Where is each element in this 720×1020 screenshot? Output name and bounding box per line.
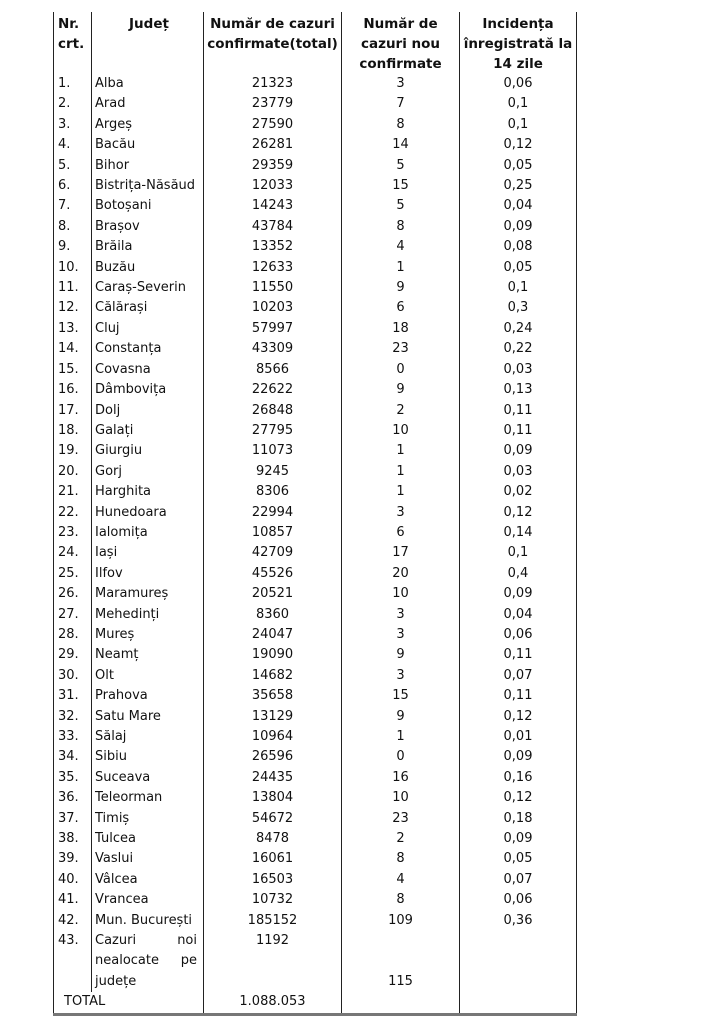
cell-incidence: 0,3 xyxy=(460,298,577,318)
cell-new: 9 xyxy=(342,278,460,298)
cell-nr: 28. xyxy=(54,625,92,645)
cell-judet: Gorj xyxy=(92,462,204,482)
cell-nr: 25. xyxy=(54,564,92,584)
cell-judet: Suceava xyxy=(92,768,204,788)
table-row xyxy=(54,584,577,604)
cell-new: 109 xyxy=(342,911,460,931)
header-new-cases: Număr de cazuri nou confirmate xyxy=(342,12,460,74)
cell-incidence: 0,09 xyxy=(460,747,577,767)
cell-incidence: 0,22 xyxy=(460,339,577,359)
cell-judet: Timiș xyxy=(92,809,204,829)
total-cases: 1.088.053 xyxy=(204,992,342,1014)
cell-total: 23779 xyxy=(204,94,342,114)
table-row xyxy=(54,258,577,278)
cell-nr: 43. xyxy=(54,931,92,992)
cell-new: 9 xyxy=(342,380,460,400)
cell-new: 1 xyxy=(342,482,460,502)
cell-new: 8 xyxy=(342,115,460,135)
cell-new: 10 xyxy=(342,788,460,808)
cell-judet: Prahova xyxy=(92,686,204,706)
table-row xyxy=(54,176,577,196)
cell-new: 3 xyxy=(342,625,460,645)
cell-total: 12033 xyxy=(204,176,342,196)
cell-nr: 6. xyxy=(54,176,92,196)
table-row xyxy=(54,74,577,94)
cell-judet: Neamț xyxy=(92,645,204,665)
cell-new: 16 xyxy=(342,768,460,788)
cell-nr: 15. xyxy=(54,360,92,380)
cell-incidence: 0,11 xyxy=(460,421,577,441)
cell-nr: 39. xyxy=(54,849,92,869)
cell-judet: Dolj xyxy=(92,401,204,421)
cell-incidence: 0,11 xyxy=(460,686,577,706)
cell-nr: 42. xyxy=(54,911,92,931)
cell-judet: Giurgiu xyxy=(92,441,204,461)
cell-nr: 38. xyxy=(54,829,92,849)
cell-nr: 21. xyxy=(54,482,92,502)
cell-new: 1 xyxy=(342,462,460,482)
cell-judet: Bacău xyxy=(92,135,204,155)
cell-incidence: 0,1 xyxy=(460,278,577,298)
cell-judet: Olt xyxy=(92,666,204,686)
cell-total: 8360 xyxy=(204,605,342,625)
cell-incidence: 0,09 xyxy=(460,217,577,237)
cell-total: 8306 xyxy=(204,482,342,502)
cell-total: 13352 xyxy=(204,237,342,257)
table-row xyxy=(54,645,577,665)
cell-nr: 24. xyxy=(54,543,92,563)
total-incidence xyxy=(460,992,577,1014)
table-row xyxy=(54,115,577,135)
cell-total: 11073 xyxy=(204,441,342,461)
cell-judet: Mureș xyxy=(92,625,204,645)
table-row xyxy=(54,543,577,563)
cell-total: 13804 xyxy=(204,788,342,808)
cell-nr: 30. xyxy=(54,666,92,686)
cell-nr: 37. xyxy=(54,809,92,829)
table-row xyxy=(54,849,577,869)
total-row xyxy=(54,992,577,1014)
cell-total: 57997 xyxy=(204,319,342,339)
cell-nr: 16. xyxy=(54,380,92,400)
cell-incidence: 0,01 xyxy=(460,727,577,747)
cell-total: 14243 xyxy=(204,196,342,216)
cell-new: 1 xyxy=(342,258,460,278)
cell-judet: Vrancea xyxy=(92,890,204,910)
cell-judet: Tulcea xyxy=(92,829,204,849)
cell-incidence: 0,1 xyxy=(460,94,577,114)
cell-judet: Satu Mare xyxy=(92,707,204,727)
cell-new: 14 xyxy=(342,135,460,155)
table-row xyxy=(54,156,577,176)
cell-total: 21323 xyxy=(204,74,342,94)
cell-nr: 35. xyxy=(54,768,92,788)
cell-total: 8478 xyxy=(204,829,342,849)
cell-judet: Mun. București xyxy=(92,911,204,931)
cell-nr: 33. xyxy=(54,727,92,747)
cell-judet: Dâmbovița xyxy=(92,380,204,400)
table-row xyxy=(54,503,577,523)
cell-total: 22622 xyxy=(204,380,342,400)
cell-total: 16503 xyxy=(204,870,342,890)
cell-incidence: 0,12 xyxy=(460,135,577,155)
cell-new: 2 xyxy=(342,401,460,421)
table-row xyxy=(54,196,577,216)
cell-total: 45526 xyxy=(204,564,342,584)
header-nr: Nr. crt. xyxy=(54,12,92,74)
cell-total: 12633 xyxy=(204,258,342,278)
cell-total: 22994 xyxy=(204,503,342,523)
table-row xyxy=(54,809,577,829)
cell-nr: 34. xyxy=(54,747,92,767)
cell-incidence: 0,04 xyxy=(460,605,577,625)
cell-new: 6 xyxy=(342,298,460,318)
table-row xyxy=(54,666,577,686)
cell-nr: 29. xyxy=(54,645,92,665)
table-row xyxy=(54,911,577,931)
table-row xyxy=(54,237,577,257)
cell-incidence: 0,13 xyxy=(460,380,577,400)
cell-judet: Sălaj xyxy=(92,727,204,747)
cell-new: 0 xyxy=(342,747,460,767)
cell-judet: Vâlcea xyxy=(92,870,204,890)
cell-nr: 20. xyxy=(54,462,92,482)
cell-judet: Botoșani xyxy=(92,196,204,216)
cell-incidence xyxy=(460,931,577,992)
cell-total: 26281 xyxy=(204,135,342,155)
cell-judet: Vaslui xyxy=(92,849,204,869)
cell-judet: Brăila xyxy=(92,237,204,257)
table-row xyxy=(54,401,577,421)
cell-incidence: 0,08 xyxy=(460,237,577,257)
table-row xyxy=(54,278,577,298)
cell-nr: 31. xyxy=(54,686,92,706)
cell-nr: 23. xyxy=(54,523,92,543)
cell-incidence: 0,24 xyxy=(460,319,577,339)
cell-judet: Iași xyxy=(92,543,204,563)
cell-judet: Covasna xyxy=(92,360,204,380)
cell-total: 29359 xyxy=(204,156,342,176)
table-row xyxy=(54,380,577,400)
cell-nr: 32. xyxy=(54,707,92,727)
cell-judet: Alba xyxy=(92,74,204,94)
table-row xyxy=(54,523,577,543)
cell-nr: 12. xyxy=(54,298,92,318)
table-row xyxy=(54,788,577,808)
cell-judet: Brașov xyxy=(92,217,204,237)
cell-nr: 27. xyxy=(54,605,92,625)
cell-total: 26848 xyxy=(204,401,342,421)
covid-cases-table xyxy=(53,12,577,1016)
cell-incidence: 0,07 xyxy=(460,666,577,686)
cell-total: 24435 xyxy=(204,768,342,788)
table-row xyxy=(54,135,577,155)
cell-nr: 26. xyxy=(54,584,92,604)
cell-new: 8 xyxy=(342,849,460,869)
cell-nr: 14. xyxy=(54,339,92,359)
cell-judet: Mehedinți xyxy=(92,605,204,625)
cell-total: 185152 xyxy=(204,911,342,931)
cell-new: 3 xyxy=(342,503,460,523)
cell-judet: Călărași xyxy=(92,298,204,318)
table-row xyxy=(54,870,577,890)
cell-incidence: 0,07 xyxy=(460,870,577,890)
cell-judet: Maramureș xyxy=(92,584,204,604)
cell-total: 24047 xyxy=(204,625,342,645)
total-label: TOTAL xyxy=(54,992,204,1014)
cell-total: 1192 xyxy=(204,931,342,992)
cell-nr: 19. xyxy=(54,441,92,461)
table-row xyxy=(54,421,577,441)
cell-total: 43309 xyxy=(204,339,342,359)
header-incidence: Incidența înregistrată la 14 zile xyxy=(460,12,577,74)
cell-judet: Hunedoara xyxy=(92,503,204,523)
cell-new: 8 xyxy=(342,217,460,237)
table-row xyxy=(54,441,577,461)
unallocated-line-1: Cazuri noi xyxy=(95,933,197,949)
cell-nr: 9. xyxy=(54,237,92,257)
cell-new: 10 xyxy=(342,584,460,604)
cell-judet: Sibiu xyxy=(92,747,204,767)
cell-judet: Teleorman xyxy=(92,788,204,808)
cell-new: 4 xyxy=(342,870,460,890)
header-row xyxy=(54,12,577,74)
cell-incidence: 0,36 xyxy=(460,911,577,931)
total-new xyxy=(342,992,460,1014)
table-row xyxy=(54,625,577,645)
cell-nr: 7. xyxy=(54,196,92,216)
cell-new: 3 xyxy=(342,605,460,625)
cell-nr: 1. xyxy=(54,74,92,94)
cell-total: 8566 xyxy=(204,360,342,380)
cell-incidence: 0,09 xyxy=(460,829,577,849)
cell-incidence: 0,14 xyxy=(460,523,577,543)
cell-nr: 22. xyxy=(54,503,92,523)
cell-total: 26596 xyxy=(204,747,342,767)
cell-judet xyxy=(92,931,204,992)
table-row xyxy=(54,829,577,849)
table-row xyxy=(54,564,577,584)
cell-nr: 13. xyxy=(54,319,92,339)
cell-incidence: 0,25 xyxy=(460,176,577,196)
cell-incidence: 0,12 xyxy=(460,788,577,808)
cell-incidence: 0,1 xyxy=(460,543,577,563)
cell-judet: Argeș xyxy=(92,115,204,135)
unallocated-line-3: județe xyxy=(95,973,137,989)
cell-new: 15 xyxy=(342,686,460,706)
table-row xyxy=(54,747,577,767)
cell-total: 19090 xyxy=(204,645,342,665)
cell-new: 0 xyxy=(342,360,460,380)
cell-new: 115 xyxy=(342,931,460,992)
cell-nr: 18. xyxy=(54,421,92,441)
cell-incidence: 0,09 xyxy=(460,584,577,604)
cell-new: 3 xyxy=(342,74,460,94)
header-total-cases: Număr de cazuri confirmate(total) xyxy=(204,12,342,74)
cell-nr: 11. xyxy=(54,278,92,298)
cell-incidence: 0,04 xyxy=(460,196,577,216)
table-row xyxy=(54,319,577,339)
cell-total: 43784 xyxy=(204,217,342,237)
cell-new: 6 xyxy=(342,523,460,543)
unallocated-line-2: nealocate pe xyxy=(95,953,197,969)
cell-new: 3 xyxy=(342,666,460,686)
cell-incidence: 0,06 xyxy=(460,890,577,910)
cell-total: 11550 xyxy=(204,278,342,298)
cell-incidence: 0,16 xyxy=(460,768,577,788)
cell-nr: 3. xyxy=(54,115,92,135)
cell-total: 10857 xyxy=(204,523,342,543)
table-row xyxy=(54,707,577,727)
cell-total: 10203 xyxy=(204,298,342,318)
cell-new: 7 xyxy=(342,94,460,114)
cell-judet: Galați xyxy=(92,421,204,441)
cell-new: 2 xyxy=(342,829,460,849)
cell-total: 54672 xyxy=(204,809,342,829)
cell-judet: Ilfov xyxy=(92,564,204,584)
table-row xyxy=(54,890,577,910)
table-row xyxy=(54,482,577,502)
cell-total: 10732 xyxy=(204,890,342,910)
cell-incidence: 0,09 xyxy=(460,441,577,461)
table-row xyxy=(54,768,577,788)
cell-new: 1 xyxy=(342,727,460,747)
cell-judet: Ialomița xyxy=(92,523,204,543)
cell-incidence: 0,05 xyxy=(460,258,577,278)
cell-nr: 4. xyxy=(54,135,92,155)
table-row xyxy=(54,339,577,359)
cell-nr: 8. xyxy=(54,217,92,237)
cell-total: 13129 xyxy=(204,707,342,727)
cell-nr: 36. xyxy=(54,788,92,808)
cell-judet: Buzău xyxy=(92,258,204,278)
cell-incidence: 0,05 xyxy=(460,849,577,869)
cell-nr: 2. xyxy=(54,94,92,114)
cell-new: 15 xyxy=(342,176,460,196)
cell-nr: 5. xyxy=(54,156,92,176)
table-row xyxy=(54,605,577,625)
cell-new: 10 xyxy=(342,421,460,441)
cell-new: 9 xyxy=(342,707,460,727)
cell-new: 17 xyxy=(342,543,460,563)
cell-new: 8 xyxy=(342,890,460,910)
cell-judet: Cluj xyxy=(92,319,204,339)
cell-total: 16061 xyxy=(204,849,342,869)
cell-incidence: 0,1 xyxy=(460,115,577,135)
cell-judet: Bistrița-Năsăud xyxy=(92,176,204,196)
cell-judet: Constanța xyxy=(92,339,204,359)
cell-incidence: 0,03 xyxy=(460,462,577,482)
cell-new: 23 xyxy=(342,339,460,359)
cell-incidence: 0,06 xyxy=(460,625,577,645)
cell-total: 35658 xyxy=(204,686,342,706)
cell-incidence: 0,05 xyxy=(460,156,577,176)
cell-total: 42709 xyxy=(204,543,342,563)
cell-new: 4 xyxy=(342,237,460,257)
cell-incidence: 0,03 xyxy=(460,360,577,380)
cell-nr: 41. xyxy=(54,890,92,910)
cell-incidence: 0,12 xyxy=(460,503,577,523)
cell-total: 20521 xyxy=(204,584,342,604)
cell-nr: 40. xyxy=(54,870,92,890)
cell-incidence: 0,02 xyxy=(460,482,577,502)
table-row xyxy=(54,727,577,747)
cell-total: 10964 xyxy=(204,727,342,747)
unallocated-row xyxy=(54,931,577,992)
cell-incidence: 0,11 xyxy=(460,401,577,421)
cell-new: 23 xyxy=(342,809,460,829)
cell-incidence: 0,11 xyxy=(460,645,577,665)
cell-total: 27590 xyxy=(204,115,342,135)
cell-new: 18 xyxy=(342,319,460,339)
cell-incidence: 0,18 xyxy=(460,809,577,829)
cell-nr: 17. xyxy=(54,401,92,421)
cell-total: 27795 xyxy=(204,421,342,441)
table-row xyxy=(54,686,577,706)
cell-new: 5 xyxy=(342,196,460,216)
cell-judet: Caraș-Severin xyxy=(92,278,204,298)
table-body xyxy=(54,74,577,931)
table-row xyxy=(54,94,577,114)
cell-new: 1 xyxy=(342,441,460,461)
table-row xyxy=(54,298,577,318)
cell-nr: 10. xyxy=(54,258,92,278)
table-row xyxy=(54,462,577,482)
cell-total: 14682 xyxy=(204,666,342,686)
cell-total: 9245 xyxy=(204,462,342,482)
table-row xyxy=(54,360,577,380)
table-row xyxy=(54,217,577,237)
cell-incidence: 0,06 xyxy=(460,74,577,94)
cell-incidence: 0,4 xyxy=(460,564,577,584)
cell-new: 9 xyxy=(342,645,460,665)
header-judet: Județ xyxy=(92,12,204,74)
cell-judet: Arad xyxy=(92,94,204,114)
cell-new: 20 xyxy=(342,564,460,584)
cell-new: 5 xyxy=(342,156,460,176)
cell-incidence: 0,12 xyxy=(460,707,577,727)
cell-judet: Harghita xyxy=(92,482,204,502)
cell-judet: Bihor xyxy=(92,156,204,176)
